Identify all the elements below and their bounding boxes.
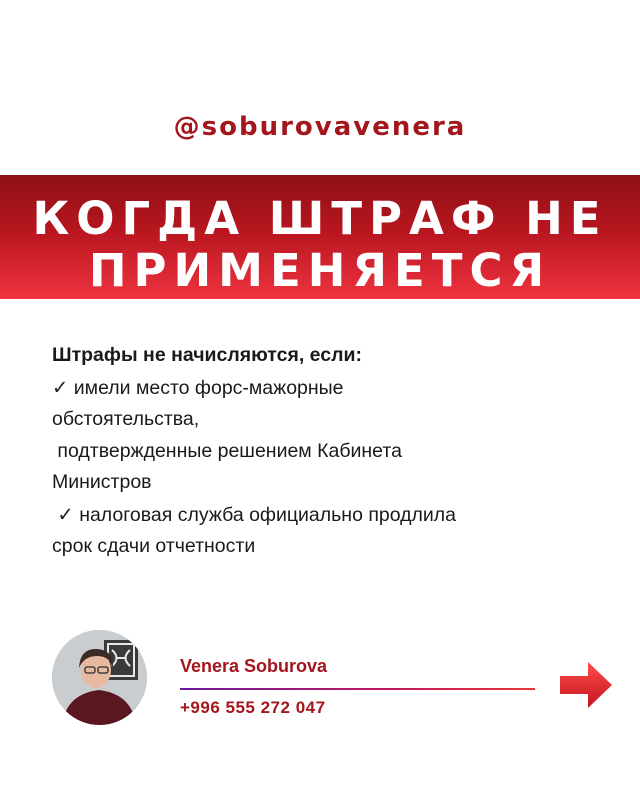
item-1-line-3: подтвержденные решением Кабинета: [52, 439, 402, 462]
banner-title-line-2: ПРИМЕНЯЕТСЯ: [88, 244, 552, 297]
item-1-line-2: обстоятельства,: [52, 408, 200, 430]
divider: [180, 688, 535, 690]
post-body: [52, 340, 592, 563]
banner-title-line-1: КОГДА ШТРАФ НЕ: [32, 192, 608, 245]
item-2-line-2: срок сдачи отчетности: [52, 535, 256, 557]
avatar: [52, 630, 147, 725]
phone-number[interactable]: +996 555 272 047: [180, 698, 326, 717]
checkmark-icon: ✓: [57, 502, 74, 526]
item-1-line-4: Министров: [52, 471, 152, 493]
item-2-line-1: налоговая служба официально продлила: [79, 503, 457, 526]
list-item: [52, 499, 592, 532]
arrow-right-icon[interactable]: [560, 662, 612, 708]
author-name: Venera Soburova: [180, 656, 328, 676]
list-item: [52, 372, 592, 405]
checkmark-icon: ✓: [52, 375, 69, 399]
avatar-photo: [52, 630, 147, 725]
item-1-line-1: имели место форс-мажорные: [73, 376, 344, 399]
lead-text: Штрафы не начисляются, если:: [52, 344, 362, 366]
instagram-handle: @soburovavenera: [173, 112, 467, 142]
